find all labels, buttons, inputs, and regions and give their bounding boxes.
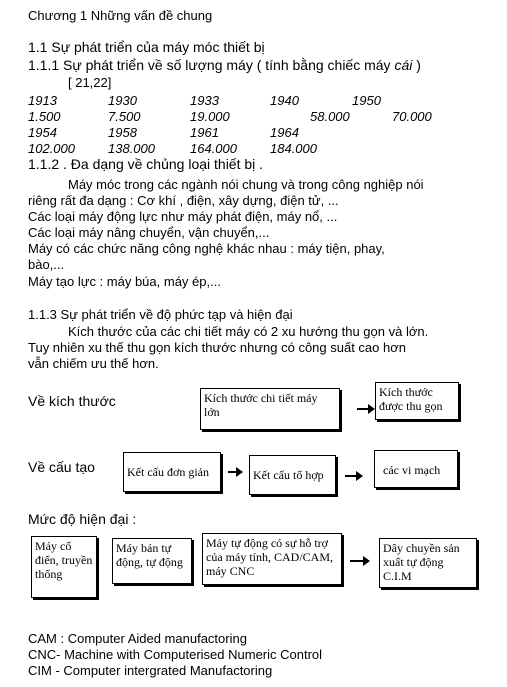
box-combined-structure: Kết cấu tổ hợp [249, 455, 336, 495]
section-1-1-1-heading [28, 58, 421, 73]
paragraph-line: Tuy nhiên xu thế thu gọn kích thước nhưng có công suất cao hơn [28, 340, 406, 355]
box-microcircuit: các vi mạch [374, 450, 458, 488]
value-cell: 19.000 [190, 109, 230, 124]
paragraph-line: riêng rất đa dạng : Cơ khí , điện, xây dựng, điện tử, ... [28, 193, 339, 208]
section-1-1-heading: 1.1 Sự phát triển của máy móc thiết bị [28, 39, 265, 55]
box-cim-line: Dây chuyền sản xuất tự động C.I.M [379, 538, 477, 588]
glossary-cim: CIM - Computer intergrated Manufactoring [28, 663, 273, 678]
value-cell: 164.000 [190, 141, 237, 156]
box-semi-automatic: Máy bán tự động, tự động [112, 538, 192, 584]
glossary-cam: CAM : Computer Aided manufactoring [28, 631, 247, 646]
year-cell: 1930 [108, 93, 137, 108]
section-1-1-2-heading: 1.1.2 . Đa dạng về chủng loại thiết bị . [28, 156, 264, 172]
box-traditional-machine: Máy cổ điển, truyền thống [31, 536, 97, 598]
glossary-cnc: CNC- Machine with Computerised Numeric Control [28, 647, 323, 662]
chapter-title: Chương 1 Những vấn đề chung [28, 8, 213, 23]
year-cell: 1961 [190, 125, 219, 140]
year-cell: 1964 [270, 125, 299, 140]
section-1-1-1-close: ) [416, 57, 421, 73]
structure-label: Về cấu tạo [28, 459, 95, 475]
paragraph-line: Máy móc trong các ngành nói chung và trong công nghiệp nói [68, 177, 424, 192]
paragraph-line: Các loại máy nâng chuyển, vận chuyển,... [28, 225, 270, 240]
paragraph-line: bào,... [28, 257, 65, 272]
year-cell: 1954 [28, 125, 57, 140]
box-computer-aided: Máy tự động có sự hỗ trợ của máy tính, CAD/CAM, máy CNC [202, 533, 342, 585]
box-simple-structure: Kết cấu đơn giản [123, 452, 221, 492]
value-cell: 184.000 [270, 141, 317, 156]
value-cell: 1.500 [28, 109, 61, 124]
value-cell: 7.500 [108, 109, 141, 124]
value-cell: 58.000 [310, 109, 350, 124]
section-1-1-1-text: 1.1.1 Sự phát triển về số lượng máy ( tính bằng chiếc máy [28, 57, 391, 73]
value-cell: 138.000 [108, 141, 155, 156]
section-1-1-1-unit: cái [394, 57, 413, 73]
value-cell: 102.000 [28, 141, 75, 156]
year-cell: 1950 [352, 93, 381, 108]
paragraph-line: Máy tạo lực : máy búa, máy ép,... [28, 274, 221, 289]
arrow-right-icon [350, 560, 364, 562]
year-cell: 1913 [28, 93, 57, 108]
paragraph-line: vẫn chiếm ưu thế hơn. [28, 356, 159, 371]
paragraph-line: Máy có các chức năng công nghệ khác nhau : máy tiện, phay, [28, 241, 385, 256]
value-cell: 70.000 [392, 109, 432, 124]
reference: [ 21,22] [68, 75, 112, 90]
size-label: Về kích thước [28, 393, 116, 409]
arrow-right-icon [345, 475, 357, 477]
paragraph-line: Các loại máy động lực như máy phát điện, máy nổ, ... [28, 209, 338, 224]
arrow-right-icon [228, 471, 237, 473]
box-compact-parts: Kích thước được thu gọn [375, 382, 459, 420]
year-cell: 1933 [190, 93, 219, 108]
box-large-parts: Kích thước chi tiết máy lớn [200, 388, 340, 430]
year-cell: 1958 [108, 125, 137, 140]
arrow-right-icon [357, 408, 369, 410]
paragraph-line: Kích thước của các chi tiết máy có 2 xu hướng thu gọn và lớn. [68, 324, 429, 339]
modernity-label: Mức độ hiện đại : [28, 511, 137, 527]
year-cell: 1940 [270, 93, 299, 108]
section-1-1-3-heading: 1.1.3 Sự phát triển về độ phức tạp và hiện đại [28, 307, 293, 322]
